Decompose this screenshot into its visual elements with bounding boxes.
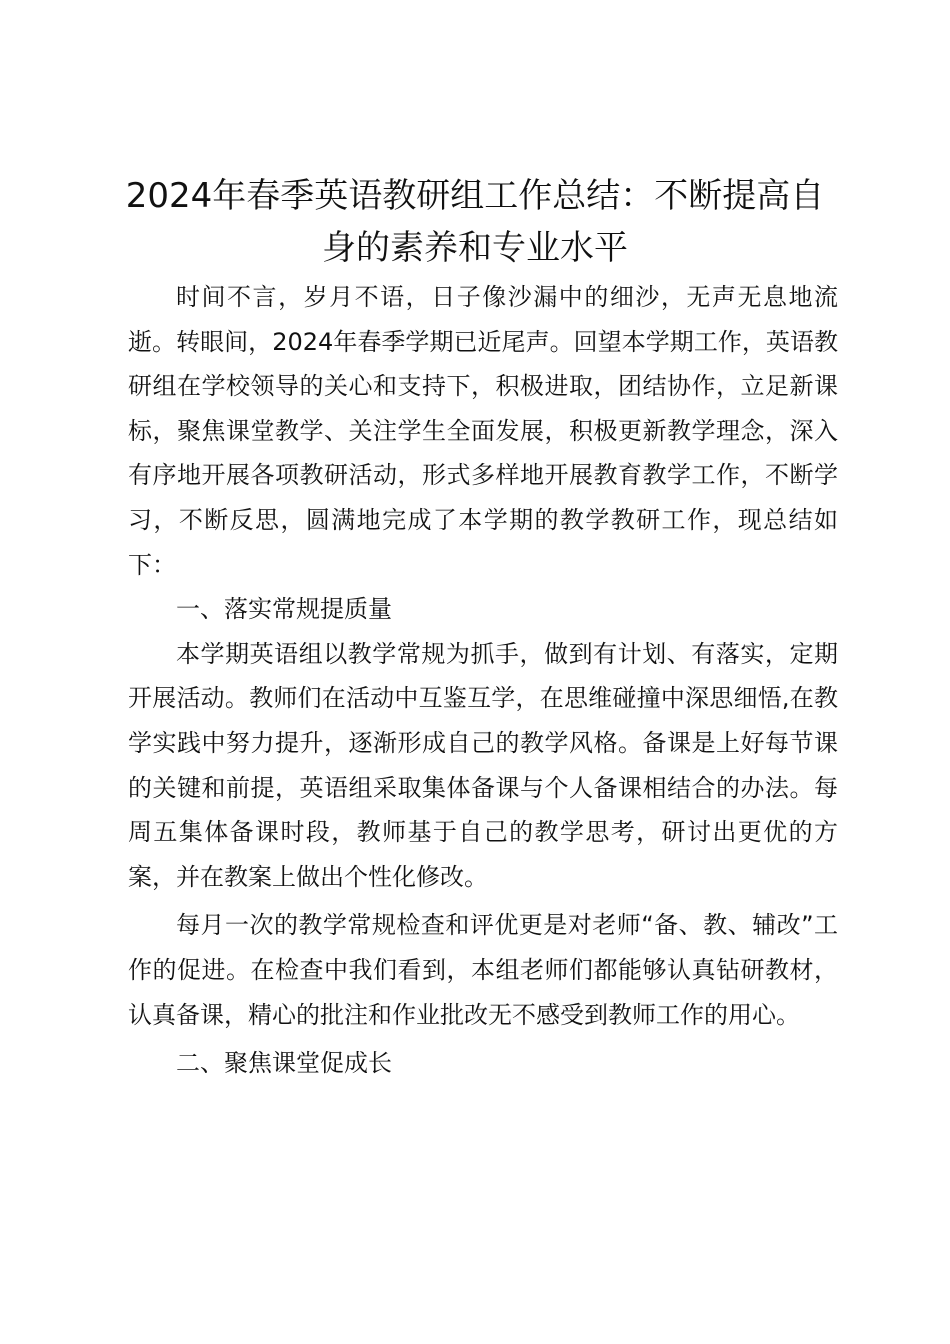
intro-paragraph: 时间不言，岁月不语，日子像沙漏中的细沙，无声无息地流逝。转眼间，2024年春季学期已近尾声。回望本学期工作，英语教研组在学校领导的关心和支持下，积极进取，团结协作，立足新课标，聚焦课堂教学、关注学生全面发展，积极更新教学理念，深入有序地开展各项教研活动，形式多样地开展教育教学工作，不断学习，不断反思，圆满地完成了本学期的教学教研工作，现总结如下：	[128, 283, 838, 579]
section-heading-1: 一、落实常规提质量	[176, 595, 392, 624]
document-body	[128, 275, 838, 1086]
document-title: 2024年春季英语教研组工作总结：不断提高自身的素养和专业水平	[125, 176, 825, 268]
section-1-paragraph-1: 本学期英语组以教学常规为抓手，做到有计划、有落实，定期开展活动。教师们在活动中互鉴互学，在思维碰撞中深思细悟,在教学实践中努力提升，逐渐形成自己的教学风格。备课是上好每节课的关键和前提，英语组采取集体备课与个人备课相结合的办法。每周五集体备课时段，教师基于自己的教学思考，研讨出更优的方案，并在教案上做出个性化修改。	[128, 639, 838, 891]
section-heading-2: 二、聚焦课堂促成长	[176, 1049, 392, 1078]
section-1-paragraph-2: 每月一次的教学常规检查和评优更是对老师“备、教、辅改”工作的促进。在检查中我们看到，本组老师们都能够认真钻研教材，认真备课，精心的批注和作业批改无不感受到教师工作的用心。	[128, 911, 838, 1029]
